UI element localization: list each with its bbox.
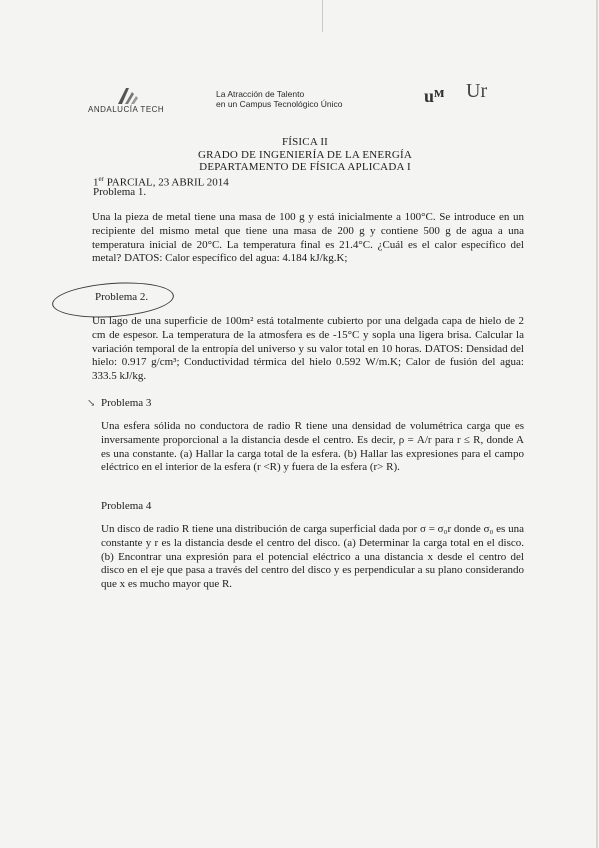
problem-2-heading: Problema 2. — [95, 291, 149, 303]
handwritten-tick-mark: ↘ — [87, 398, 96, 409]
problem-3-heading: Problema 3 — [101, 397, 152, 409]
problem-1-body: Una la pieza de metal tiene una masa de 100 g y está inicialmente a 100°C. Se introduce en un recipiente del mismo metal que tiene una masa de 200 g y contiene 500 g de agua a una temperatura inicial de 20°C. La temperatura final es 21.4°C. ¿Cuál es el calor específico del metal? DATOS: Calor específico del agua: 4.184 kJ/kg.K; — [92, 211, 524, 265]
scan-mark — [322, 0, 323, 32]
problem-2-body: Un lago de una superficie de 100m² está totalmente cubierto por una delgada capa de hielo de 2 cm de espesor. La temperatura de la atmosfera es de -15°C y sopla una ligera brisa. Calcular la variación temporal de la entropía del universo y su valor total en 10 horas. DATOS: Densidad del hielo: 0.917 g/cm³; Conductividad térmica del hielo 0.592 W/m.K; Calor de fusión del agua: 333.5 kJ/kg. — [92, 315, 524, 383]
tagline-line-1: La Atracción de Talento — [216, 89, 305, 99]
problem-4-body: Un disco de radio R tiene una distribución de carga superficial dada por σ = σ₀r donde σ₀ es una constante y r es la distancia desde el centro del disco. (a) Determinar la carga total en el disco. (b) Encontrar una expresión para el potencial eléctrico a una distancia x desde el centro del disco en el eje que pasa a través del centro del disco y es perpendicular a su plano considerando que x es mucho mayor que R. — [101, 523, 524, 591]
problem-1-heading: Problema 1. — [93, 186, 147, 198]
title-degree: GRADO DE INGENIERÍA DE LA ENERGÍA — [197, 148, 413, 161]
exam-ordinal-sup: er — [98, 175, 104, 183]
logo-text: ANDALUCÍA TECH — [88, 105, 165, 114]
document-title — [180, 136, 430, 174]
exam-ordinal: 1 — [93, 176, 99, 189]
andalucia-tech-logo — [88, 86, 178, 116]
problem-4-heading: Problema 4 — [101, 500, 152, 512]
university-logo-2: Ur — [466, 80, 488, 102]
tagline — [216, 89, 342, 109]
tagline-line-2: en un Campus Tecnológico Único — [216, 99, 343, 109]
title-department: DEPARTAMENTO DE FÍSICA APLICADA I — [199, 161, 411, 173]
university-logo-1: uᴹ — [424, 86, 445, 106]
scan-mark — [596, 0, 598, 848]
andalucia-tech-logo-icon — [116, 86, 140, 106]
exam-date: PARCIAL, 23 ABRIL 2014 — [103, 176, 229, 189]
problem-3-body: Una esfera sólida no conductora de radio R tiene una densidad de volumétrica carga que es inversamente proporcional a la distancia desde el centro. Es decir, ρ = A/r para r ≤ R, donde A es una constante. (a) Hallar la carga total de la esfera. (b) Hallar las expresiones para el campo eléctrico en el interior de la esfera (r <R) y fuera de la esfera (r> R). — [101, 420, 524, 474]
title-subject: FÍSICA II — [281, 136, 329, 148]
